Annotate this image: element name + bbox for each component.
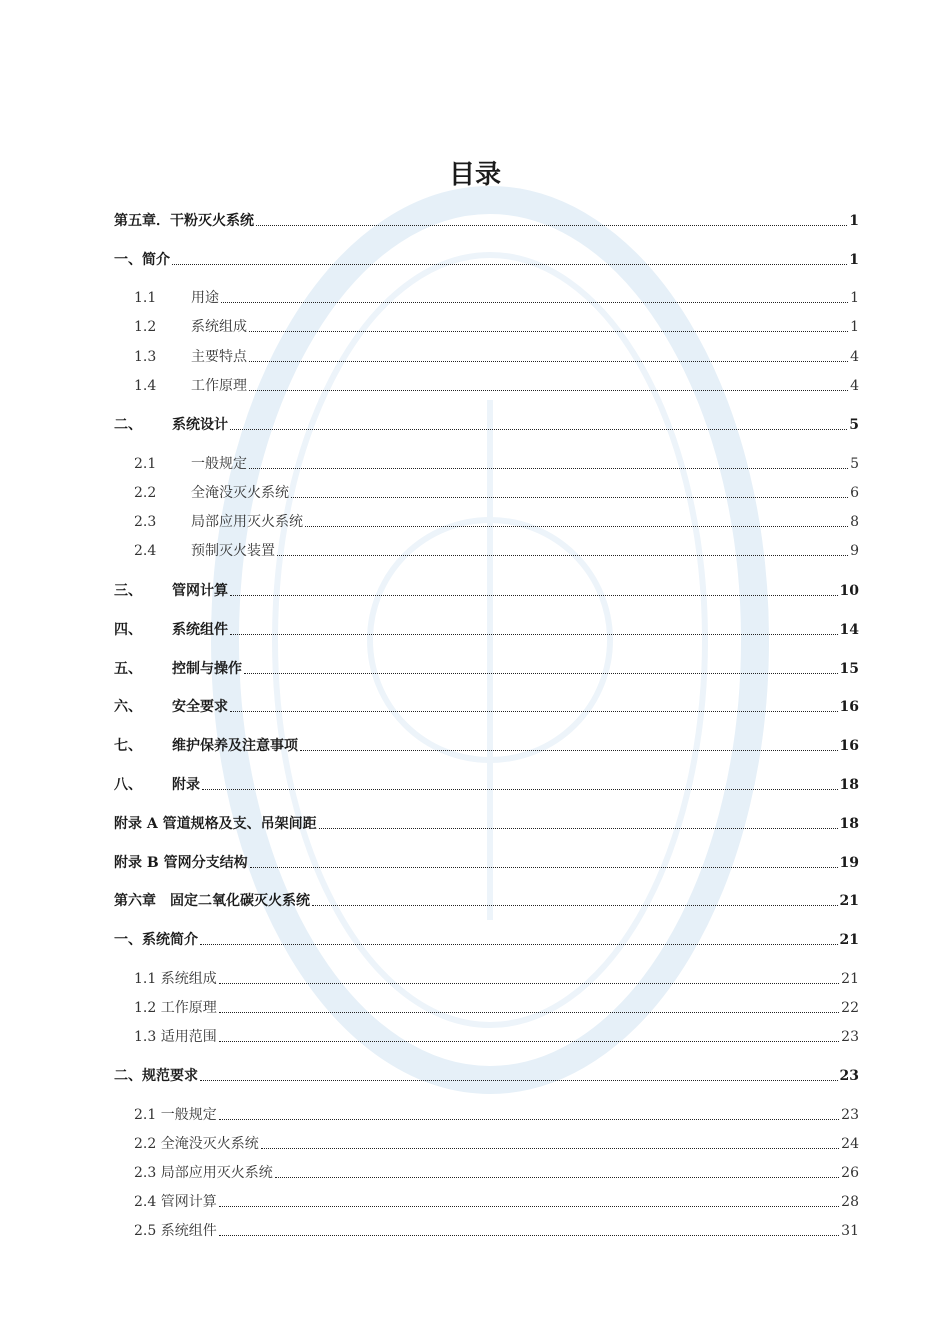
- toc-entry-page: 1: [850, 290, 859, 306]
- toc-entry-text: 二、规范要求: [114, 1068, 198, 1084]
- toc-entry[interactable]: [114, 412, 859, 434]
- toc-entry[interactable]: [114, 314, 859, 336]
- toc-leader: [230, 710, 838, 712]
- toc-leader: [256, 224, 847, 226]
- toc-entry-page: 14: [839, 622, 859, 638]
- toc-entry[interactable]: [114, 927, 859, 949]
- toc-entry-page: 19: [839, 855, 859, 871]
- toc-entry-page: 26: [841, 1165, 859, 1181]
- toc-entry-text: 控制与操作: [172, 661, 242, 677]
- toc-entry-page: 22: [841, 1000, 859, 1016]
- toc-entry[interactable]: [114, 1063, 859, 1085]
- toc-entry-number: 1.3: [134, 349, 157, 365]
- toc-entry-page: 5: [850, 456, 859, 472]
- toc-entry[interactable]: [114, 811, 859, 833]
- toc-entry-text: 主要特点: [191, 349, 247, 365]
- toc-entry-page: 4: [850, 378, 859, 394]
- toc-leader: [249, 360, 848, 362]
- toc-entry-page: 18: [839, 777, 859, 793]
- toc-entry-text: 2.1 一般规定: [134, 1107, 217, 1123]
- toc-entry-text: 工作原理: [191, 378, 247, 394]
- toc-entry-page: 1: [850, 319, 859, 335]
- toc-entry-text: 附录: [172, 777, 200, 793]
- toc-entry-page: 24: [841, 1136, 859, 1152]
- toc-entry[interactable]: [114, 733, 859, 755]
- toc-entry-text: 1.1 系统组成: [134, 971, 217, 987]
- toc-leader: [305, 525, 848, 527]
- toc-entry-number: 三、: [114, 583, 142, 599]
- toc-leader: [319, 827, 838, 829]
- toc-entry[interactable]: [114, 1189, 859, 1211]
- toc-entry-text: 局部应用灭火系统: [191, 514, 303, 530]
- toc-leader: [244, 672, 838, 674]
- toc-entry-page: 21: [839, 932, 859, 948]
- toc-leader: [312, 904, 838, 906]
- toc-entry-text: 一般规定: [191, 456, 247, 472]
- toc-entry-text: 2.2 全淹没灭火系统: [134, 1136, 259, 1152]
- toc-entry-page: 21: [839, 893, 859, 909]
- toc-entry-page: 1: [849, 252, 859, 268]
- toc-entry-number: 1.4: [134, 378, 157, 394]
- toc-leader: [230, 428, 847, 430]
- toc-entry[interactable]: [114, 656, 859, 678]
- toc-entry[interactable]: [114, 1102, 859, 1124]
- toc-entry-page: 23: [839, 1068, 859, 1084]
- toc-entry-text: 1.3 适用范围: [134, 1029, 217, 1045]
- toc-entry-number: 2.2: [134, 485, 157, 501]
- toc-entry[interactable]: [114, 888, 859, 910]
- toc-entry-text: 附录 B 管网分支结构: [114, 855, 248, 871]
- toc-leader: [172, 263, 847, 265]
- toc-entry-page: 15: [839, 661, 859, 677]
- toc-leader: [249, 389, 848, 391]
- toc-entry-number: 四、: [114, 622, 142, 638]
- toc-entry-number: 2.3: [134, 514, 157, 530]
- toc-entry[interactable]: [114, 285, 859, 307]
- toc-entry-page: 10: [839, 583, 859, 599]
- toc-entry[interactable]: [114, 1160, 859, 1182]
- toc-entry-text: 2.4 管网计算: [134, 1194, 217, 1210]
- toc-entry-number: 七、: [114, 738, 142, 754]
- toc-entry-number: 2.1: [134, 456, 157, 472]
- toc-leader: [249, 330, 848, 332]
- toc-leader: [219, 1040, 839, 1042]
- toc-entry[interactable]: [114, 1024, 859, 1046]
- toc-leader: [219, 1011, 839, 1013]
- toc-entry-text: 用途: [191, 290, 219, 306]
- toc-entry-text: 一、简介: [114, 252, 170, 268]
- toc-entry[interactable]: [114, 538, 859, 560]
- toc-entry-page: 23: [841, 1107, 859, 1123]
- toc-entry-text: 安全要求: [172, 699, 228, 715]
- toc-leader: [200, 943, 838, 945]
- toc-leader: [249, 467, 848, 469]
- toc-entry-text: 系统设计: [172, 417, 228, 433]
- toc-entry[interactable]: [114, 1218, 859, 1240]
- toc-entry[interactable]: [114, 966, 859, 988]
- toc-entry-number: 2.4: [134, 543, 157, 559]
- toc-entry-page: 18: [839, 816, 859, 832]
- toc-entry-page: 28: [841, 1194, 859, 1210]
- toc-entry[interactable]: [114, 1131, 859, 1153]
- toc-entry-page: 8: [850, 514, 859, 530]
- toc-leader: [219, 1118, 839, 1120]
- toc-entry-number: 五、: [114, 661, 142, 677]
- toc-entry[interactable]: [114, 480, 859, 502]
- toc-leader: [277, 554, 848, 556]
- toc-entry-text: 一、系统简介: [114, 932, 198, 948]
- toc-entry[interactable]: [114, 451, 859, 473]
- toc-entry-text: 第五章．干粉灭火系统: [114, 213, 254, 229]
- toc-entry[interactable]: [114, 373, 859, 395]
- toc-entry-text: 第六章 固定二氧化碳灭火系统: [114, 893, 310, 909]
- page-title: 目录: [448, 160, 501, 190]
- toc-entry-text: 1.2 工作原理: [134, 1000, 217, 1016]
- toc-leader: [300, 749, 838, 751]
- toc-entry-number: 1.2: [134, 319, 157, 335]
- toc-leader: [250, 866, 838, 868]
- toc-entry-text: 2.5 系统组件: [134, 1223, 217, 1239]
- toc-leader: [275, 1176, 839, 1178]
- toc-entry-text: 系统组成: [191, 319, 247, 335]
- toc-entry[interactable]: [114, 850, 859, 872]
- toc-leader: [219, 1205, 839, 1207]
- toc-entry-text: 全淹没灭火系统: [191, 485, 289, 501]
- toc-entry-page: 23: [841, 1029, 859, 1045]
- toc-entry[interactable]: [114, 344, 859, 366]
- toc-leader: [219, 1234, 839, 1236]
- toc-entry-page: 5: [849, 417, 859, 433]
- toc-entry-text: 2.3 局部应用灭火系统: [134, 1165, 273, 1181]
- toc-entry-text: 系统组件: [172, 622, 228, 638]
- toc-entry[interactable]: [114, 694, 859, 716]
- toc-entry[interactable]: [114, 578, 859, 600]
- toc-entry[interactable]: [114, 995, 859, 1017]
- toc-entry-text: 维护保养及注意事项: [172, 738, 298, 754]
- toc-entry-page: 4: [850, 349, 859, 365]
- toc-entry-text: 附录 A 管道规格及支、吊架间距: [114, 816, 317, 832]
- toc-entry-page: 6: [850, 485, 859, 501]
- toc-entry-page: 21: [841, 971, 859, 987]
- toc-entry[interactable]: [114, 208, 859, 230]
- toc-entry-text: 预制灭火装置: [191, 543, 275, 559]
- toc-entry-page: 16: [839, 699, 859, 715]
- toc-entry-page: 9: [850, 543, 859, 559]
- toc-entry-text: 管网计算: [172, 583, 228, 599]
- toc-entry-number: 二、: [114, 417, 142, 433]
- toc-leader: [221, 301, 848, 303]
- toc-leader: [230, 594, 838, 596]
- toc-entry-number: 八、: [114, 777, 142, 793]
- toc-leader: [219, 982, 839, 984]
- toc-leader: [200, 1079, 838, 1081]
- toc-entry-number: 六、: [114, 699, 142, 715]
- toc-entry[interactable]: [114, 772, 859, 794]
- toc-entry-page: 16: [839, 738, 859, 754]
- toc-entry[interactable]: [114, 509, 859, 531]
- toc-entry[interactable]: [114, 247, 859, 269]
- toc-leader: [261, 1147, 839, 1149]
- toc-leader: [291, 496, 848, 498]
- toc-leader: [230, 633, 838, 635]
- toc-entry-page: 31: [841, 1223, 859, 1239]
- toc-entry-page: 1: [849, 213, 859, 229]
- toc-leader: [202, 788, 838, 790]
- toc-entry-number: 1.1: [134, 290, 157, 306]
- toc-entry[interactable]: [114, 617, 859, 639]
